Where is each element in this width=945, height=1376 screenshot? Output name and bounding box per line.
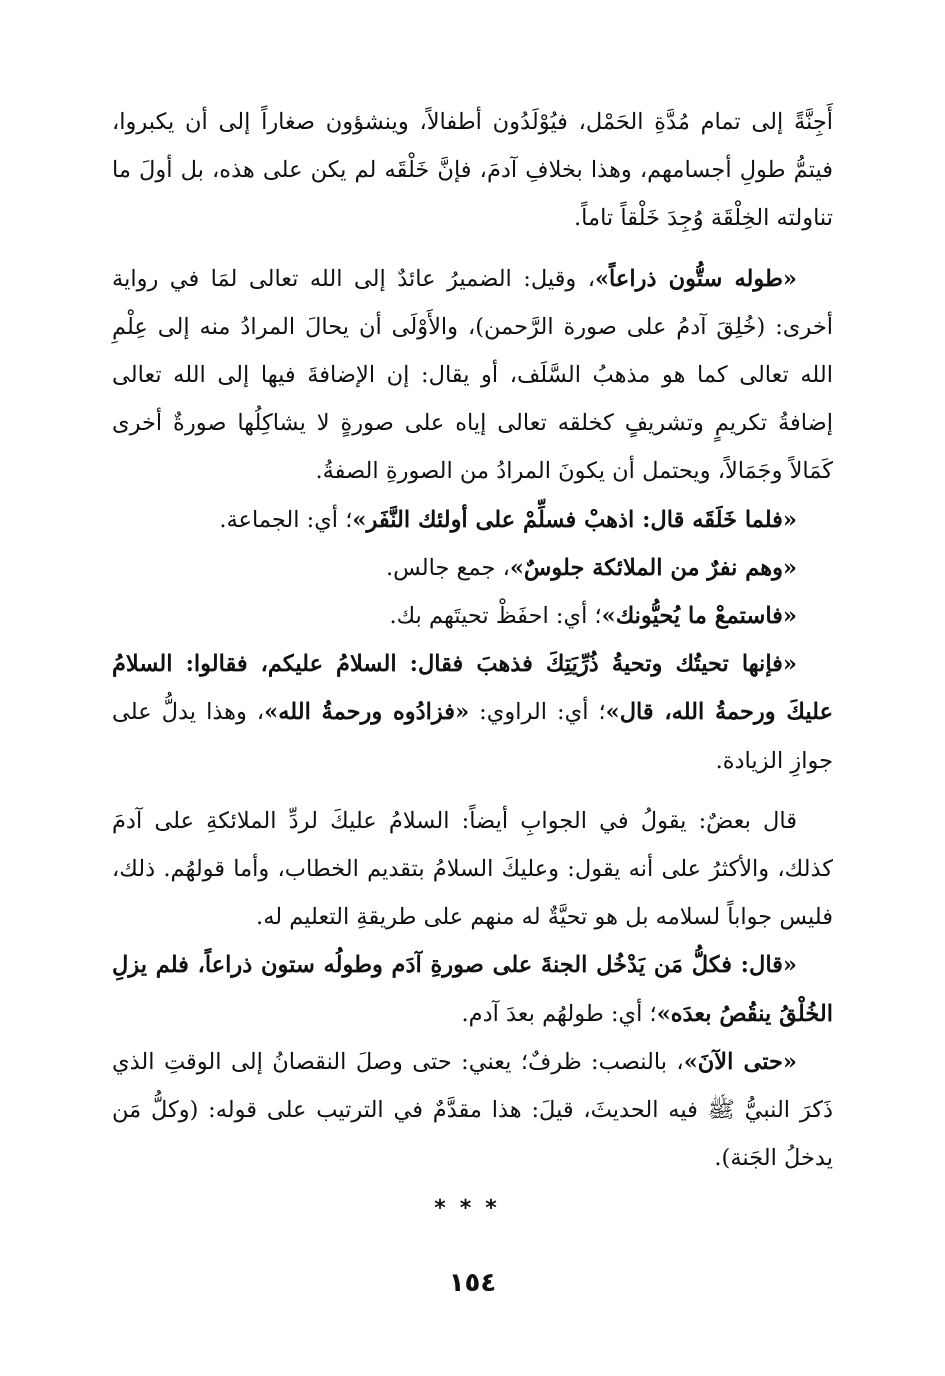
paragraph-text: أَجِنَّةً إلى تمام مُدَّةِ الحَمْل، فيُوْلَدُون أطفالاً، وينشؤون صغاراً إلى أن يكبروا، فيتمُّ طولِ أجسامهم، وهذا بخلافِ آدمَ، فإنَّ خَلْقَه لم يكن على هذه، بل أولَ ما تناولته الخِلْقَة وُجِدَ خَلْقاً تاماً. [112,109,833,232]
paragraph-text-2: ، وهذا يدلُّ على جوازِ الزيادة. [112,699,833,774]
paragraph-7 [112,797,833,942]
paragraph-6 [112,640,833,785]
paragraph-text: قال بعضٌ: يقولُ في الجوابِ أيضاً: السلامُ عليكَ لردِّ الملائكةِ على آدمَ كذلك، والأكثرُ على أنه يقول: وعليكَ السلامُ بتقديم الخطاب، وأما قولهُم. ذلك، فليس جواباً لسلامه بل هو تحيَّةٌ له منهم على طريقةِ التعليم له. [112,807,833,931]
paragraph-3 [112,496,833,544]
section-separator: *** [434,1196,511,1221]
paragraph-text: ، بالنصب: ظرفٌ؛ يعني: حتى وصلَ النقصانُ إلى الوقتِ الذي ذَكرَ النبيُّ ﷺ فيه الحديثَ، قيلَ: هذا مقدَّمٌ في الترتيب على قوله: (وكلُّ مَن يدخلُ الجَنة). [112,1048,833,1172]
hadith-quote-2: «فزادُوه ورحمةُ الله» [264,699,470,726]
paragraph-4 [112,544,833,592]
body-text [112,98,833,1182]
hadith-quote: «فاستمعْ ما يُحيُّونك» [601,603,797,630]
hadith-quote: «وهم نفرٌ من الملائكة جلوسٌ» [509,554,797,581]
paragraph-text: ؛ أي: الجماعة. [219,506,353,533]
hadith-quote: «فلما خَلَقَه قال: اذهبْ فسلِّمْ على أولئك النَّفَر» [352,506,797,533]
paragraph-text: ، وقيل: الضميرُ عائدٌ إلى الله تعالى لمَا في رواية أخرى: (خُلِقَ آدمُ على صورة الرَّحمن)، والأَوْلَى أن يحالَ المرادُ منه إلى عِلْمِ الله تعالى كما هو مذهبُ السَّلَف، أو يقال: إن الإضافةَ فيها إلى الله تعالى إضافةُ تكريمٍ وتشريفٍ كخلقه تعالى إياه على صورةٍ لا يشاكِلُها صورةٌ أخرى كَمَالاً وجَمَالاً، ويحتمل أن يكونَ المرادُ من الصورةِ الصفةُ. [112,265,833,485]
paragraph-text: ، جمع جالس. [385,554,510,581]
paragraph-9 [112,1038,833,1183]
paragraph-text: ؛ أي: الراوي: [469,699,606,726]
paragraph-8 [112,941,833,1037]
paragraph-text: ؛ أي: طولهُم بعدَ آدم. [461,1000,657,1027]
paragraph-text: ؛ أي: احفَظْ تحيتَهم بك. [389,603,602,630]
paragraph-5 [112,592,833,640]
hadith-quote: «فإنها تحيتُك وتحيةُ ذُرِّيَتِكَ فذهبَ فقال: السلامُ عليكم، فقالوا: السلامُ عليكَ ورحمةُ الله، قال» [112,651,833,726]
paragraph-2 [112,255,833,496]
page-number: ١٥٤ [448,1268,497,1298]
hadith-quote: «حتى الآنَ» [683,1048,797,1075]
hadith-quote: «طوله ستُّون ذراعاً» [594,265,797,292]
hadith-quote: «قال: فكلُّ مَن يَدْخُل الجنةَ على صورةِ آدَم وطولُه ستون ذراعاً، فلم يزلِ الخُلْقُ ينقُصُ بعدَه» [112,952,833,1027]
paragraph-1 [112,98,833,243]
